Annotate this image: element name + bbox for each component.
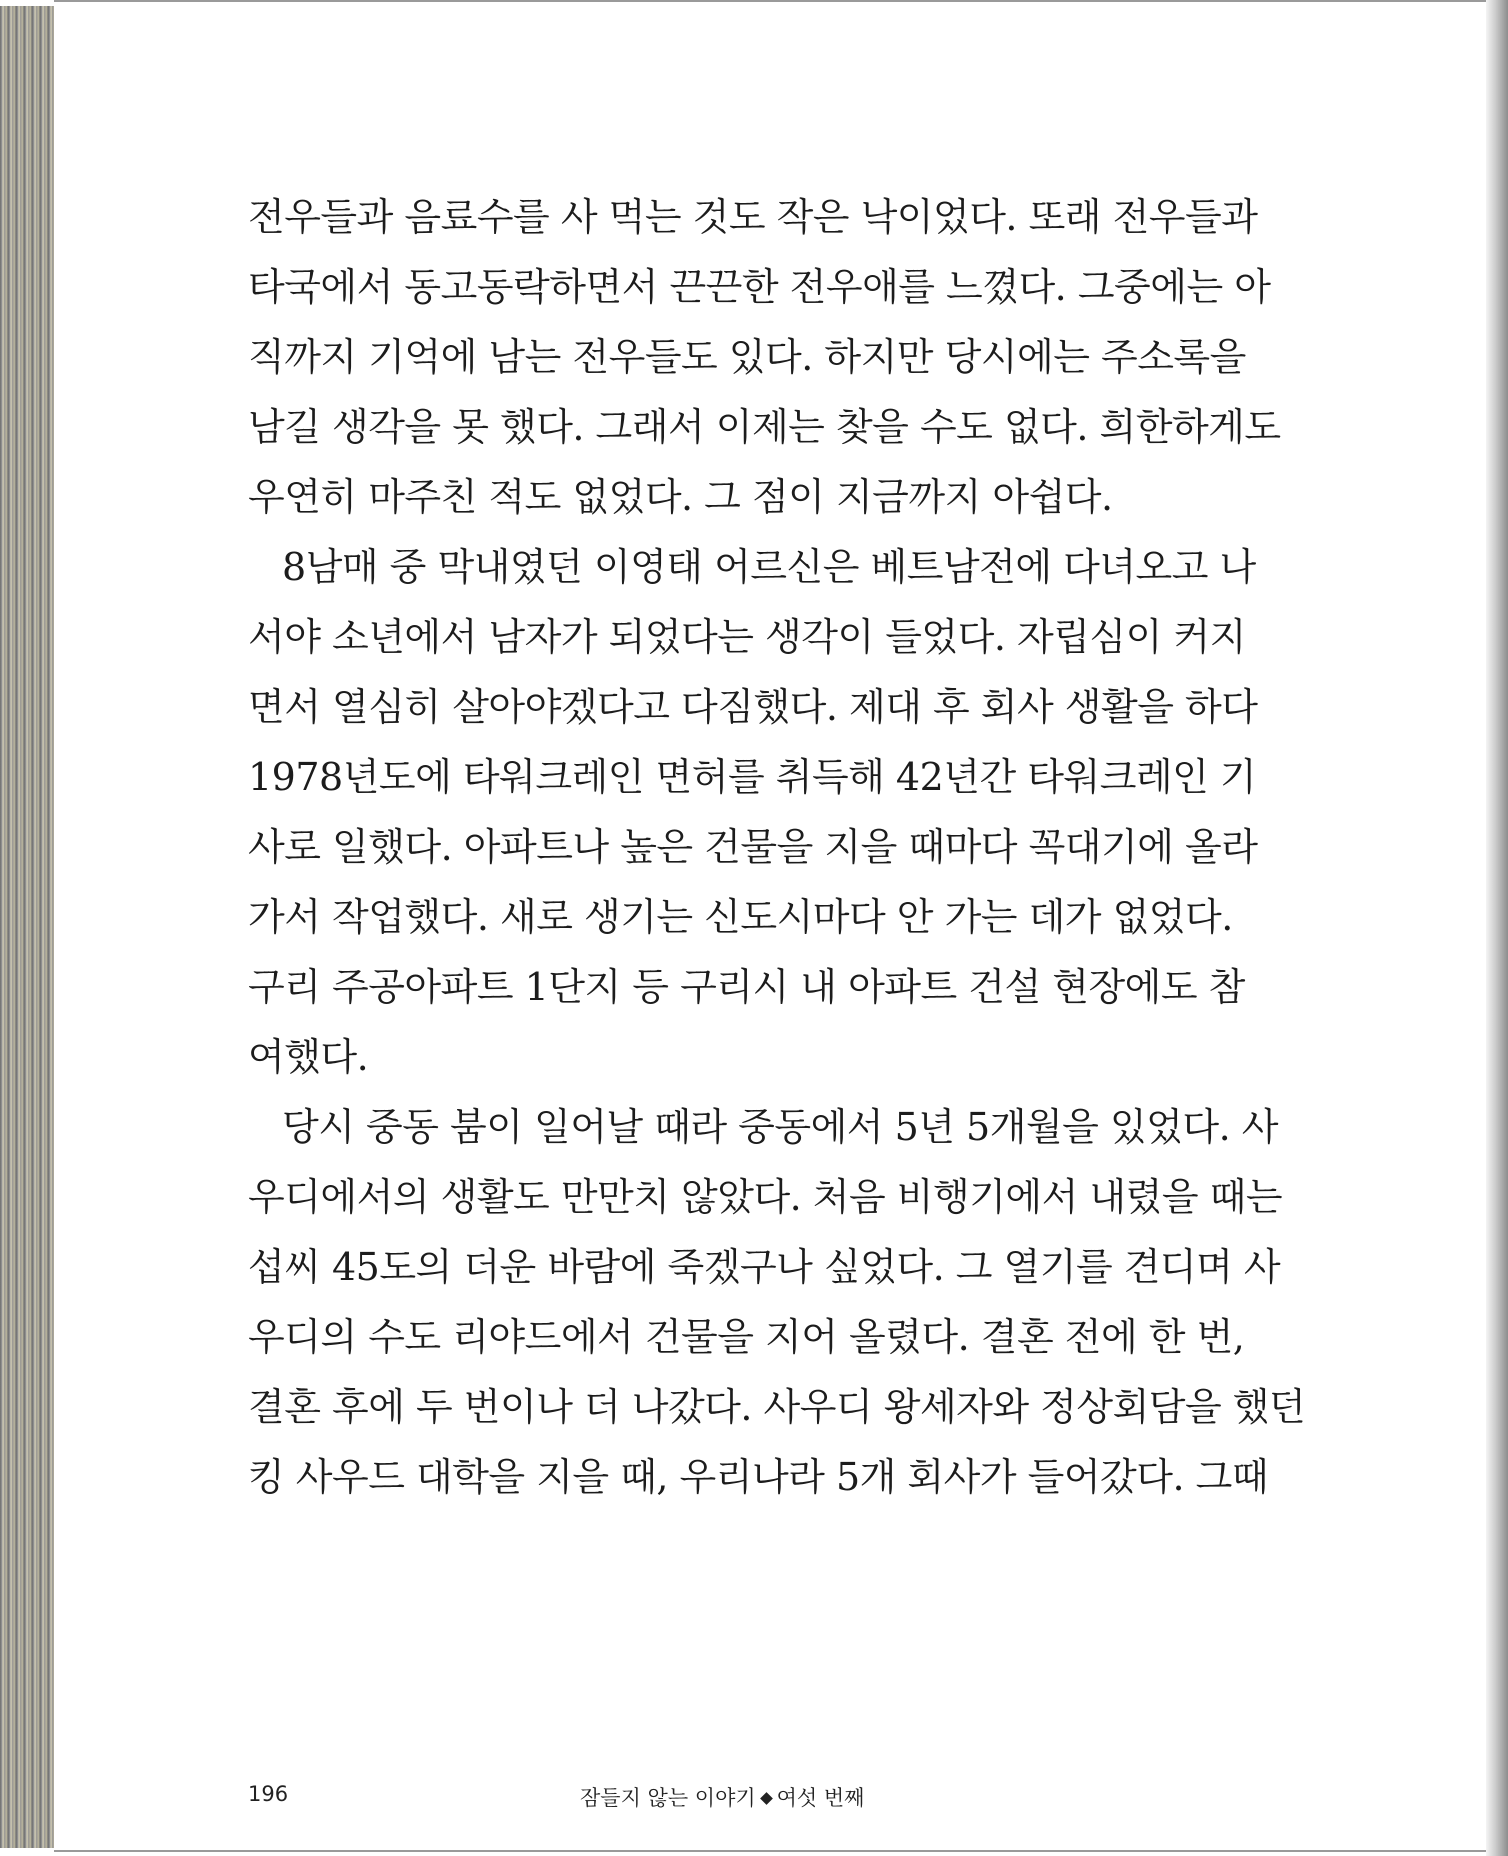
page-number: 196 [248,1782,289,1806]
diamond-separator-icon [760,1792,773,1805]
text-line: 우디에서의 생활도 만만치 않았다. 처음 비행기에서 내렸을 때는 [248,1175,1283,1219]
text-line: 타국에서 동고동락하면서 끈끈한 전우애를 느꼈다. 그중에는 아 [248,265,1271,309]
body-text [248,182,1306,1512]
book-page [54,0,1486,1852]
text-line: 여했다. [248,1035,369,1079]
text-line: 우연히 마주친 적도 없었다. 그 점이 지금까지 아쉽다. [248,475,1113,519]
text-line: 가서 작업했다. 새로 생기는 신도시마다 안 가는 데가 없었다. [248,895,1233,939]
text-line: 우디의 수도 리야드에서 건물을 지어 올렸다. 결혼 전에 한 번, [248,1315,1245,1359]
section-title: 여섯 번째 [776,1786,865,1810]
text-line: 사로 일했다. 아파트나 높은 건물을 지을 때마다 꼭대기에 올라 [248,825,1258,869]
paragraph-start-line: 8남매 중 막내였던 이영태 어르신은 베트남전에 다녀오고 나 [282,545,1256,589]
text-line: 구리 주공아파트 1단지 등 구리시 내 아파트 건설 현장에도 참 [248,965,1245,1009]
text-line: 섭씨 45도의 더운 바람에 죽겠구나 싶었다. 그 열기를 견디며 사 [248,1245,1281,1289]
text-line: 결혼 후에 두 번이나 더 나갔다. 사우디 왕세자와 정상회담을 했던 [248,1385,1306,1429]
text-line: 서야 소년에서 남자가 되었다는 생각이 들었다. 자립심이 커지 [248,615,1246,659]
text-line: 면서 열심히 살아야겠다고 다짐했다. 제대 후 회사 생활을 하다 [248,685,1258,729]
book-title: 잠들지 않는 이야기 [580,1786,756,1810]
page-edge-stack [0,6,54,1848]
running-title [580,1782,864,1812]
text-line: 직까지 기억에 남는 전우들도 있다. 하지만 당시에는 주소록을 [248,335,1246,379]
page-right-edge [1486,0,1508,1856]
paragraph-start-line: 당시 중동 붐이 일어날 때라 중동에서 5년 5개월을 있었다. 사 [282,1105,1278,1149]
text-line: 킹 사우드 대학을 지을 때, 우리나라 5개 회사가 들어갔다. 그때 [248,1455,1269,1499]
text-line: 전우들과 음료수를 사 먹는 것도 작은 낙이었다. 또래 전우들과 [248,195,1258,239]
text-line: 남길 생각을 못 했다. 그래서 이제는 찾을 수도 없다. 희한하게도 [248,405,1281,449]
text-line: 1978년도에 타워크레인 면허를 취득해 42년간 타워크레인 기 [248,755,1257,799]
